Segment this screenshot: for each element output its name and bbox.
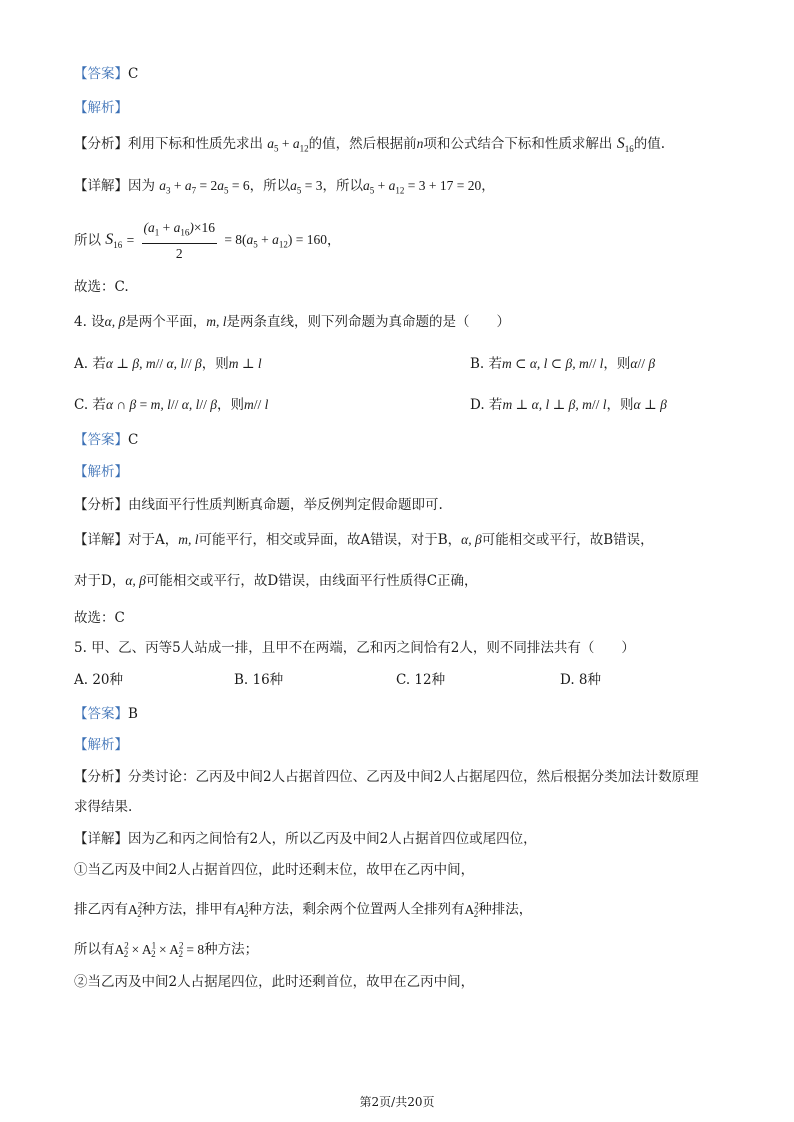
option-a [74,356,262,372]
q5-fenxi-line [74,767,699,787]
q3-choose-line [74,277,129,297]
answer-tag: 【答案】 [74,432,128,448]
q3-fenxi-line [74,134,665,159]
option-b [470,354,655,374]
answer-value: C [128,432,139,448]
q4-detail-line2 [74,571,478,591]
option-label: C. 若 [74,397,106,413]
math-expr: α, β [125,573,146,588]
detail-text: 因为乙和丙之间恰有2人，所以乙丙及中间2人占据首四位或尾四位， [128,831,537,847]
fenxi-text: 的值. [633,136,666,152]
q5-arrange-line [74,895,532,924]
detail-text: ， [481,178,495,194]
math-expr: α ⊥ β [633,397,667,412]
detail-text: ，所以 [249,178,291,194]
math-expr: = $8(a_5 + a_{12}) = 160$ [224,232,328,251]
q5-answer-line [74,704,138,724]
option-text: ，则 [606,397,634,413]
option-c [74,397,268,413]
math-expr: α// β [630,356,656,371]
detail-text: 种排法， [478,901,533,918]
detail-text: 种方法，排甲有 [141,901,237,918]
option-c: C. 12种 [396,672,446,688]
q5-analysis-line [74,735,128,755]
analysis-tag: 【解析】 [74,100,128,116]
page-footer: 第2页/共20页 [359,1095,435,1109]
option-d [470,395,667,415]
option-d: D. 8种 [560,672,602,688]
option-label: A. 若 [74,356,106,372]
math-expr: $a_3 + a_7 = 2a_5 = 6$ [159,178,250,196]
q5-case1-line [74,860,474,880]
q5-stem [74,638,635,658]
math-expr: $S_{16}$ [105,231,123,251]
answer-value: B [128,706,138,722]
fenxi-tag: 【分析】 [74,497,128,513]
q3-answer-line [74,64,138,84]
option-text: ，则 [603,356,631,372]
fenxi-text: 由线面平行性质判断真命题，举反例判定假命题即可. [128,497,443,513]
detail-text: ， [327,232,341,249]
detail-tag: 【详解】 [74,178,128,194]
fenxi-text: 利用下标和性质先求出 [128,136,263,152]
detail-text: 种方法，剩余两个位置两人全排列有 [248,901,465,918]
detail-text: 因为 [128,178,155,194]
math-expr: α, β [104,314,126,329]
detail-text: 种方法； [204,941,259,958]
math-expr: $A^2_2$ [464,900,479,920]
math-var: n [416,136,424,151]
q3-sum-line: 所以 $S_{16}$ = $\frac{(a_1 + a_{16})\times 16}{2}$ = $8(a_5 + a_{12}) = 160$， [74,218,341,264]
option-a: A. 20种 [74,672,124,688]
choose-text: 故选：C. [74,279,129,295]
detail-tag: 【详解】 [74,532,128,548]
q3-analysis-line [74,98,128,118]
q4-answer-line [74,430,138,450]
detail-text: 排乙丙有 [74,901,128,918]
math-expr: $A^2_2 \times A^1_2 \times A^2_2 = 8$ [114,940,205,960]
option-b: B. 16种 [234,672,284,688]
detail-text: 所以 [74,232,101,249]
option-text: ，则 [201,356,229,372]
q4-stem [74,312,510,332]
detail-text: 对于D， [74,573,126,589]
math-expr: m ⊥ l [228,356,262,371]
fenxi-text: 的值，然后根据前 [308,136,417,152]
answer-tag: 【答案】 [74,706,128,722]
fenxi-tag: 【分析】 [74,769,128,785]
detail-text: ，所以 [322,178,364,194]
q5-fenxi-line2 [74,797,132,817]
math-expr: $A^1_2$ [236,900,249,920]
option-label: D. 若 [470,397,503,413]
math-expr: m, l [178,532,199,547]
math-expr: α ⊥ β, m// α, l// β [105,356,202,371]
detail-text: 可能相交或平行，故D错误，由线面平行性质得C正确， [145,573,478,589]
math-expr: α ∩ β = m, l// α, l// β [105,397,217,412]
stem-text: 是两条直线，则下列命题为真命题的是（ ） [226,314,510,330]
q5-case2-line [74,972,474,992]
math-expr: m ⊂ α, l ⊂ β, m// l [502,356,604,371]
option-text: ，则 [216,397,244,413]
math-expr: $a_5 = 3$ [290,178,323,196]
math-expr: m// l [243,397,269,412]
math-expr: m, l [206,314,227,329]
answer-value: C [128,66,139,82]
q4-choose-line [74,608,125,628]
detail-text: 可能相交或平行，故B错误， [481,532,654,548]
q4-options-row2 [74,395,720,415]
stem-text: 4. 设 [74,314,105,330]
q4-analysis-line [74,462,128,482]
fenxi-tag: 【分析】 [74,136,128,152]
detail-text: 对于A， [128,532,179,548]
math-expr: m ⊥ α, l ⊥ β, m// l [502,397,607,412]
math-expr: $A^2_2$ [128,900,143,920]
math-expr: $a_5 + a_{12}$ [267,136,309,154]
fenxi-text: 求得结果. [74,799,133,815]
detail-tag: 【详解】 [74,831,128,847]
option-label: B. 若 [470,356,503,372]
stem-text: 5. 甲、乙、丙等5人站成一排，且甲不在两端，乙和丙之间恰有2人，则不同排法共有（ ） [74,640,635,656]
q4-options-row1 [74,354,720,374]
math-fraction: $\frac{(a_1 + a_{16})\times 16}{2}$ [143,220,216,261]
analysis-tag: 【解析】 [74,464,128,480]
q4-detail-line [74,530,654,550]
fenxi-text: 分类讨论：乙丙及中间2人占据首四位、乙丙及中间2人占据尾四位，然后根据分类加法计数原理 [128,769,699,785]
choose-text: 故选：C [74,610,125,626]
answer-tag: 【答案】 [74,66,128,82]
detail-text: ②当乙丙及中间2人占据尾四位，此时还剩首位，故甲在乙丙中间， [74,974,475,990]
fenxi-text: 项和公式结合下标和性质求解出 [423,136,613,152]
math-expr: $a_5 + a_{12} = 3 + 17 = 20$ [363,178,482,196]
q5-total-line [74,935,258,964]
q4-fenxi-line [74,495,443,515]
math-expr: $S_{16}$ [616,135,634,155]
q5-detail-line [74,829,537,849]
stem-text: 是两个平面， [125,314,207,330]
detail-text: ①当乙丙及中间2人占据首四位，此时还剩末位，故甲在乙丙中间， [74,862,475,878]
analysis-tag: 【解析】 [74,737,128,753]
math-expr: α, β [461,532,482,547]
detail-text: 所以有 [74,941,115,958]
q3-detail-line [74,176,495,201]
detail-text: 可能平行，相交或异面，故A错误，对于B， [198,532,462,548]
